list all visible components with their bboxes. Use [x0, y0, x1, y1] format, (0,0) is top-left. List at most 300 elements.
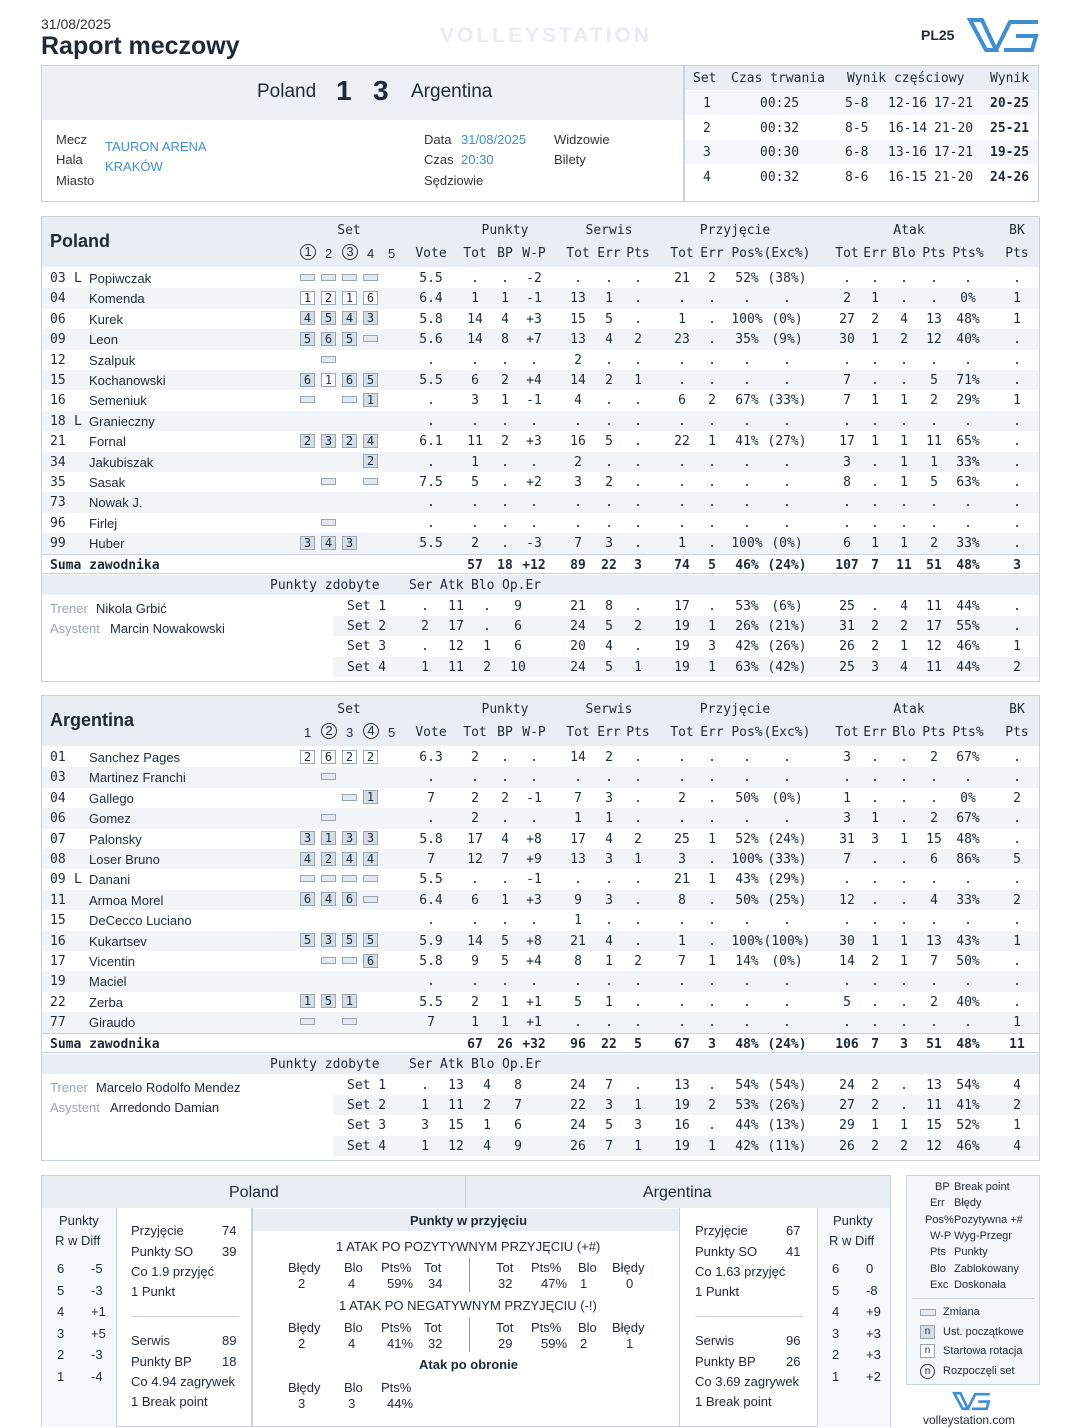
serve-serr: 5	[605, 311, 613, 327]
serve-stot: .	[574, 495, 582, 511]
reception-rexc: (100%)	[763, 933, 811, 949]
player-row	[42, 951, 1039, 971]
player-name: Fornal	[89, 434, 126, 450]
sum-attack: 48%	[956, 1036, 980, 1052]
reception-rtot: .	[678, 1015, 686, 1031]
rotation-number: 4	[321, 892, 336, 906]
col-label: Błędy	[288, 1380, 321, 1395]
col-label: Pts%	[381, 1380, 412, 1395]
player-name: Huber	[89, 536, 125, 552]
rotation-number: 2	[321, 291, 336, 305]
vote: 5.8	[419, 831, 443, 847]
set-points-scored: 6	[514, 639, 522, 655]
attack-atot: 7	[843, 373, 851, 388]
set-partial-score: 8-5	[845, 120, 869, 136]
reception-rpos: 41%	[735, 434, 759, 450]
set-number-header: 5	[388, 725, 396, 740]
player-name: Danani	[89, 872, 131, 888]
set-serve: 26	[570, 1138, 586, 1154]
points-pbp: 1	[501, 1015, 509, 1031]
set-attack: 4	[900, 598, 908, 614]
sets-header-set: Set	[693, 71, 717, 86]
rotation-number: 5	[342, 933, 357, 947]
start-rotation-box	[300, 851, 320, 866]
col-group-bk: BK	[1009, 223, 1025, 238]
set-points-scored: 12	[448, 1138, 464, 1154]
attack-apts: 2	[930, 750, 938, 765]
substitution-mark	[342, 791, 362, 806]
player-name: Armoa Morel	[89, 892, 164, 908]
substitution-mark	[363, 475, 383, 490]
points-ptot: .	[471, 974, 479, 990]
set-points-scored: 4	[483, 1138, 491, 1154]
attack-ablo: 1	[900, 393, 908, 409]
attack-ap: 0%	[960, 291, 976, 307]
col-header-pts: Pts	[922, 725, 946, 740]
libero-mark: L	[74, 271, 82, 286]
legend-value: Pozytywna +#	[954, 1213, 1023, 1226]
col-header-err: Err	[863, 725, 887, 740]
set-attack: 26	[839, 1138, 855, 1154]
col-group-przyjecie: Przyjęcie	[699, 223, 771, 238]
reception-rexc: (25%)	[767, 892, 807, 908]
attack-aerr: .	[871, 913, 879, 929]
serve-spts: .	[634, 454, 642, 470]
score-strip	[42, 66, 683, 120]
block-points: 2	[1013, 790, 1021, 806]
attack-apts: 2	[930, 536, 938, 552]
home-score: 1	[336, 75, 352, 106]
serve-stot: .	[574, 515, 582, 531]
set-reception: 63%	[735, 659, 759, 675]
set-stats-row	[333, 596, 1039, 616]
col-label: Blo	[578, 1320, 597, 1335]
start-rotation-box	[300, 372, 320, 387]
col-label: Tot	[496, 1320, 514, 1335]
player-number: 16	[50, 393, 66, 409]
attack-ablo: .	[900, 974, 908, 990]
reception-rerr: .	[708, 311, 716, 327]
rotation-number: 3	[363, 831, 378, 845]
col-label: Pts%	[381, 1260, 412, 1275]
substitution-mark	[321, 954, 341, 969]
set-label: Set 2	[347, 619, 387, 634]
set-reception: (42%)	[767, 659, 807, 675]
set-row	[685, 140, 1038, 164]
set-final-score: 20-25	[990, 96, 1030, 111]
rotation-diff: +1	[91, 1304, 106, 1319]
set-row	[685, 91, 1038, 115]
attack-ap: 48%	[956, 831, 980, 847]
attack-aerr: 1	[871, 434, 879, 450]
set-points-scored: .	[421, 598, 429, 614]
col-header-pts: Pts	[626, 246, 650, 261]
set-attack: 2	[871, 1098, 879, 1113]
player-number: 99	[50, 536, 66, 552]
set-serve: .	[634, 639, 642, 655]
col-label: Blo	[344, 1380, 363, 1395]
serve-stot: 3	[574, 475, 582, 490]
reception-rpos: 100%	[731, 852, 763, 867]
negative-attack-title: 1 ATAK PO NEGATYWNYM PRZYJĘCIU (-!)	[339, 1298, 597, 1313]
label-miasto: Miasto	[56, 173, 95, 188]
player-number: 17	[50, 954, 66, 969]
reception-rerr: .	[708, 475, 716, 490]
block-points: .	[1013, 750, 1021, 765]
reception-rpos: 35%	[735, 332, 759, 348]
serve-serr: 3	[605, 892, 613, 908]
col-label: Pts%	[531, 1320, 562, 1335]
points-ptot: 2	[471, 750, 479, 765]
player-row	[42, 1012, 1039, 1032]
rotation-number: 2	[57, 1347, 65, 1362]
set-attack: .	[900, 1077, 908, 1093]
serve-spts: .	[634, 271, 642, 286]
attack-apts: .	[930, 1015, 938, 1031]
defense-attack-title: Atak po obronie	[419, 1357, 518, 1372]
set-points-scored: 11	[448, 598, 464, 614]
set-label: Set 1	[347, 598, 387, 614]
set-reception: 19	[674, 619, 690, 634]
set-reception: 1	[708, 1138, 716, 1154]
serve-serr: 1	[605, 954, 613, 969]
rotation-number: 5	[300, 332, 315, 346]
player-number: 96	[50, 515, 66, 531]
substitution-mark	[300, 872, 320, 887]
set-points-scored: 1	[483, 1118, 491, 1134]
poland-table-team-name: Poland	[50, 231, 111, 251]
breakpoint-points-value: 26	[786, 1354, 801, 1369]
player-row	[42, 971, 1039, 991]
block-points: .	[1013, 913, 1021, 929]
set-points-scored: 1	[421, 659, 429, 675]
vote: 6.1	[419, 434, 443, 450]
col-label: Blo	[578, 1260, 597, 1275]
set-block: 4	[1013, 1138, 1021, 1154]
attack-aerr: 1	[871, 811, 879, 827]
points-pbp: .	[501, 811, 509, 827]
set-serve: 24	[570, 1118, 586, 1134]
attack-ap: 67%	[956, 750, 980, 765]
rotation-number: 3	[300, 831, 315, 845]
attack-ap: 63%	[956, 475, 980, 490]
rotation-number: 6	[57, 1261, 65, 1276]
points-pbp: 5	[501, 933, 509, 949]
reception-rpos: 14%	[735, 954, 759, 969]
attack-ablo: .	[900, 1015, 908, 1031]
start-rotation-box	[321, 994, 341, 1009]
set-partial-score: 6-8	[845, 145, 869, 160]
col-value: 59%	[541, 1336, 568, 1351]
reception-rpos: 100%	[731, 311, 763, 327]
vote: .	[427, 352, 435, 368]
set-attack: 2	[900, 1138, 908, 1154]
col-header-tot: Tot	[670, 246, 694, 261]
serve-stot: .	[574, 413, 582, 429]
points-pbp: .	[501, 750, 509, 765]
attack-atot: 27	[839, 311, 855, 327]
points-ptot: 11	[467, 434, 483, 450]
attack-ap: 71%	[956, 373, 980, 388]
points-pbp: .	[501, 271, 509, 286]
points-pbp: .	[501, 475, 509, 490]
reception-rerr: .	[708, 974, 716, 990]
points-scored-col: Op.Er	[502, 1056, 542, 1072]
attack-atot: .	[843, 271, 851, 286]
col-value: 32	[428, 1336, 443, 1351]
footer-url: volleystation.com	[923, 1413, 1016, 1427]
set-label: Set 4	[347, 659, 387, 675]
reception-rpos: .	[743, 994, 751, 1010]
set-attack: 2	[871, 1077, 879, 1093]
player-number: 19	[50, 974, 66, 990]
reception-rexc: .	[783, 994, 791, 1010]
player-number: 15	[50, 913, 66, 929]
set-number-header: 2	[325, 246, 333, 261]
set-serve: 1	[634, 659, 642, 675]
set-points-scored: 6	[514, 619, 522, 634]
player-name: Sanchez Pages	[89, 750, 181, 765]
reception-rexc: .	[783, 913, 791, 929]
start-rotation-box	[300, 331, 320, 346]
set-reception: (11%)	[767, 1138, 807, 1154]
reception-rtot: 23	[674, 332, 690, 348]
reception-rpos: 43%	[735, 872, 759, 888]
points-pbp: 8	[501, 332, 509, 348]
attack-ap: .	[964, 413, 972, 429]
col-value: 44%	[387, 1396, 414, 1411]
vote: 7.5	[419, 475, 443, 490]
set-number-header: 4	[363, 723, 379, 739]
set-number: 3	[703, 145, 711, 160]
col-value: 3	[298, 1396, 306, 1411]
serve-serr: .	[605, 1015, 613, 1031]
set-reception: (26%)	[767, 639, 807, 655]
col-header-err: Err	[863, 246, 887, 261]
attack-ablo: 1	[900, 536, 908, 552]
rotation-number: 4	[342, 852, 357, 866]
col-header-bp: BP	[497, 246, 513, 261]
attack-ablo: 1	[900, 434, 908, 450]
substitution-mark	[300, 1015, 320, 1030]
attack-apts: 5	[930, 475, 938, 490]
attack-ap: 40%	[956, 332, 980, 348]
player-name: Jakubiszak	[89, 454, 154, 470]
points-ptot: .	[471, 352, 479, 368]
col-header-bp: BP	[497, 725, 513, 740]
reception-rexc: (0%)	[771, 790, 803, 806]
col-header-pts: Pts	[922, 246, 946, 261]
set-block: .	[1013, 619, 1021, 634]
serve-spts: .	[634, 872, 642, 888]
sum-serve: 22	[601, 1036, 617, 1052]
rotation-number: 4	[300, 852, 315, 866]
reception-rpos: .	[743, 413, 751, 429]
reception-rpos: .	[743, 811, 751, 827]
rotation-diff: -3	[91, 1282, 103, 1298]
serve-serr: .	[605, 872, 613, 888]
attack-ap: 33%	[956, 892, 980, 908]
serve-stot: .	[574, 770, 582, 786]
set-serve: 20	[570, 639, 586, 655]
reception-rpos: .	[743, 770, 751, 786]
vote: 5.5	[419, 271, 443, 286]
sum-reception: 48%	[735, 1036, 759, 1052]
away-score: 3	[373, 75, 389, 106]
set-partial-score: 21-20	[934, 120, 974, 136]
reception-rpos: 52%	[735, 831, 759, 847]
sum-reception: 74	[674, 557, 690, 573]
vote: 7	[427, 790, 435, 806]
serve-spts: .	[634, 913, 642, 929]
reception-rtot: 25	[674, 831, 690, 847]
set-points-scored: 2	[483, 659, 491, 675]
points-pbp: .	[501, 974, 509, 990]
attack-atot: 7	[843, 393, 851, 409]
page-title: Raport meczowy	[41, 32, 240, 60]
sideout-reception-label: Przyjęcie	[131, 1223, 184, 1238]
sum-points: +12	[522, 557, 546, 573]
breakpoint-points-label: Punkty BP	[695, 1354, 756, 1369]
player-row	[42, 329, 1039, 349]
set-reception: 1	[708, 619, 716, 634]
attack-atot: 6	[843, 536, 851, 552]
reception-rerr: 1	[708, 872, 716, 888]
start-rotation-box	[321, 749, 341, 764]
reception-rtot: .	[678, 373, 686, 388]
attack-apts: .	[930, 974, 938, 990]
reception-rerr: .	[708, 994, 716, 1010]
player-name: DeCecco Luciano	[89, 913, 192, 929]
substitution-mark	[321, 271, 341, 286]
reception-rerr: 1	[708, 954, 716, 969]
block-points: .	[1013, 454, 1021, 470]
points-pbp: 4	[501, 311, 509, 327]
sum-label: Suma zawodnika	[50, 1036, 160, 1052]
rotation-number: 4	[321, 536, 336, 550]
points-pwp: +8	[526, 831, 542, 847]
legend-value: Punkty	[954, 1246, 988, 1259]
rotation-diff: +3	[866, 1347, 881, 1362]
block-points: .	[1013, 872, 1021, 888]
points-pbp: 1	[501, 291, 509, 307]
set-final-score: 19-25	[990, 145, 1030, 160]
set-points-scored: 8	[514, 1077, 522, 1093]
rotation-number: 4	[363, 434, 378, 448]
legend-key: Err	[930, 1197, 945, 1210]
reception-rexc: (33%)	[767, 852, 807, 867]
set-number-header: 3	[346, 725, 354, 740]
serve-serr: 4	[605, 933, 613, 949]
rotation-diff: +3	[866, 1325, 881, 1341]
reception-rerr: .	[708, 291, 716, 307]
attack-atot: .	[843, 872, 851, 888]
set-points-scored: 9	[514, 598, 522, 614]
attack-aerr: .	[871, 1015, 879, 1031]
col-header-vote: Vote	[415, 725, 447, 740]
rotation-number: 6	[342, 373, 357, 387]
start-rotation-box	[321, 831, 341, 846]
reception-rerr: .	[708, 913, 716, 929]
libero-mark: L	[74, 413, 82, 429]
start-rotation-box	[363, 372, 383, 387]
reception-rtot: 21	[674, 872, 690, 888]
start-rotation-box	[363, 290, 383, 305]
vote: 5.9	[419, 933, 443, 949]
reception-rpos: .	[743, 913, 751, 929]
block-points: .	[1013, 770, 1021, 786]
breakpoint-serve-value: 96	[786, 1333, 801, 1348]
col-header-wp: W-P	[522, 246, 546, 261]
points-scored-col: Ser	[409, 1056, 433, 1072]
set-label: Set 3	[347, 639, 387, 655]
attack-ablo: .	[900, 994, 908, 1010]
col-header-ptsp: Pts%	[952, 725, 984, 740]
set-serve: 24	[570, 1077, 586, 1093]
sum-attack: 106	[835, 1036, 859, 1052]
away-stats-panel	[680, 1208, 817, 1427]
set-stats-row	[333, 636, 1039, 656]
col-header-tot: Tot	[463, 246, 487, 261]
sum-row	[42, 554, 1039, 574]
breakpoint-ratio: Co 4.94 zagrywek	[131, 1374, 236, 1389]
attack-apts: 4	[930, 892, 938, 908]
rotation-number: 5	[321, 311, 336, 325]
set-serve: 5	[605, 619, 613, 634]
player-name: Kochanowski	[89, 373, 166, 388]
points-ptot: 1	[471, 1015, 479, 1031]
set-partial-score: 16-14	[888, 120, 928, 136]
set-reception: 17	[674, 598, 690, 614]
attack-atot: 3	[843, 750, 851, 765]
set-attack: 1	[871, 1118, 879, 1134]
divider	[469, 1258, 470, 1292]
start-rotation-box	[342, 933, 362, 948]
start-rotation-box	[342, 290, 362, 305]
rotation-number: 1	[321, 373, 336, 387]
staff-name: Marcelo Rodolfo Mendez	[96, 1079, 241, 1095]
col-header-pts: Pts	[626, 725, 650, 740]
legend-value: Break point	[954, 1181, 1010, 1193]
reception-points-title: Punkty w przyjęciu	[410, 1213, 528, 1228]
sideout-reception-label: Przyjęcie	[695, 1223, 748, 1238]
start-rotation-box	[363, 454, 383, 469]
player-row	[42, 910, 1039, 930]
away-team-name: Argentina	[411, 81, 493, 102]
points-pwp: +4	[526, 373, 542, 388]
vote: 6.4	[419, 291, 443, 307]
set-points-scored: 2	[421, 619, 429, 634]
set-stats-row	[333, 1075, 1039, 1095]
attack-atot: 1	[843, 790, 851, 806]
points-ptot: .	[471, 515, 479, 531]
player-number: 03	[50, 271, 66, 286]
player-name: Gomez	[89, 811, 131, 827]
attack-ablo: 1	[900, 454, 908, 470]
col-group-punkty: Punkty	[481, 223, 529, 238]
rotation-subheader: R w Diff	[829, 1233, 875, 1248]
serve-serr: .	[605, 352, 613, 368]
reception-rtot: .	[678, 750, 686, 765]
serve-spts: .	[634, 994, 642, 1010]
col-header-blo: Blo	[892, 725, 916, 740]
attack-ap: 40%	[956, 994, 980, 1010]
divider	[469, 1318, 470, 1352]
col-header-tot: Tot	[670, 725, 694, 740]
set-number: 2	[703, 120, 711, 136]
set-serve: .	[634, 1077, 642, 1093]
reception-rerr: .	[708, 352, 716, 368]
